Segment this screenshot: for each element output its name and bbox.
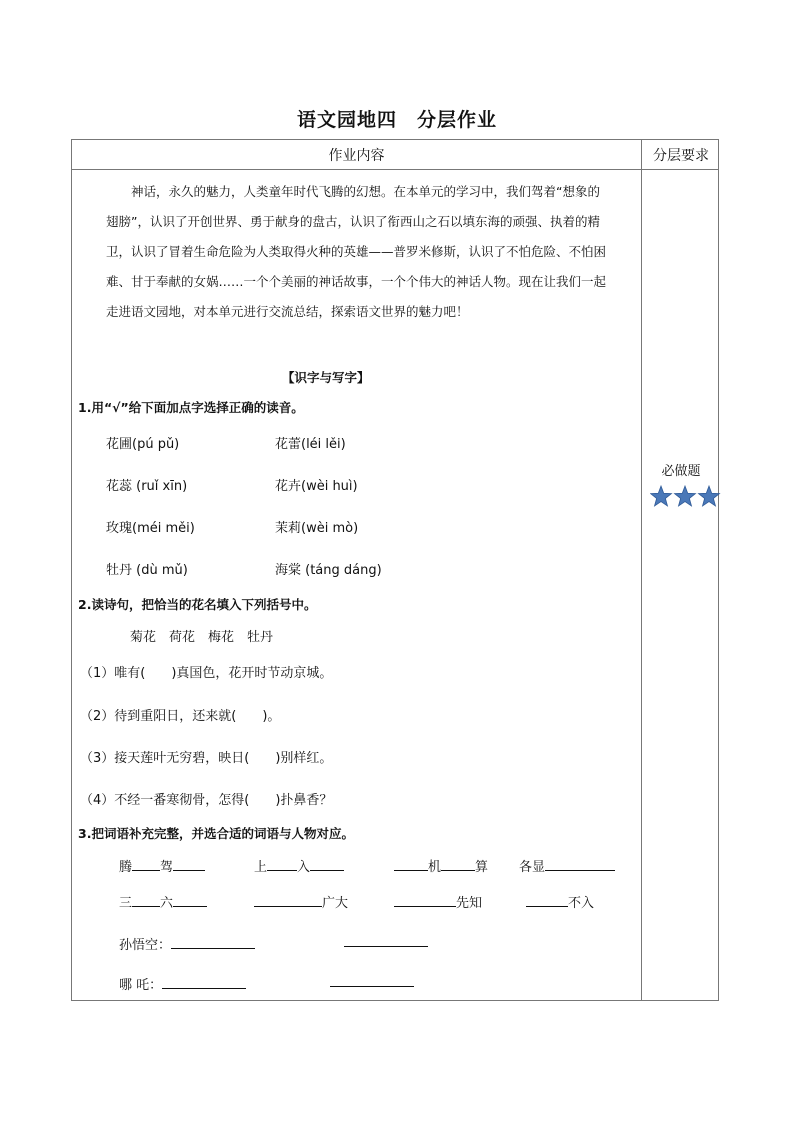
q3-answer-blank [344,934,428,951]
q2-options: 菊花 荷花 梅花 牡丹 [130,630,274,645]
q3-word-part: 先知 [394,892,482,911]
page-title: 语文园地四 分层作业 [296,109,497,131]
q1-item: 海棠 (táng dáng) [275,563,382,578]
intro-line: 难、甘于奉献的女娲……一个个美丽的神话故事，一个个伟大的神话人物。现在让我们一起 [106,274,607,289]
header-divider [72,169,718,170]
q3-person-line: 孙悟空： [119,934,255,953]
column-divider [641,140,642,1000]
star-icon [699,486,720,506]
q1-item: 茉莉(wèi mò) [275,521,359,536]
star-icon [675,486,696,506]
q3-answer-blank [330,974,414,991]
q2-line: （3）接天莲叶无穷碧，映日( )别样红。 [80,751,333,766]
requirement-label: 必做题 [661,464,701,479]
q2-line: （4）不经一番寒彻骨，怎得( )扑鼻香？ [80,793,333,808]
q2-line: （2）待到重阳日，还来就( )。 [80,709,281,724]
header-content: 作业内容 [328,148,385,164]
intro-paragraph [106,177,636,327]
q3-word-part: 广大 [254,892,348,911]
q3-word-part: 三 六 [119,892,207,911]
q3-word-part: 各显 [519,856,615,875]
q1-item: 牡丹 (dù mǔ) [106,563,188,578]
q3-title: 3.把词语补充完整，并选合适的词语与人物对应。 [78,826,354,841]
intro-line: 神话，永久的魅力，人类童年时代飞腾的幻想。在本单元的学习中，我们驾着“想象的 [106,184,600,199]
q1-title: 1.用“√”给下面加点字选择正确的读音。 [78,400,304,415]
difficulty-stars [650,484,722,510]
header-requirement: 分层要求 [653,148,709,164]
q3-word-part: 腾 驾 [119,856,205,875]
star-icon [651,486,672,506]
q3-word-part: 上 入 [254,856,344,875]
q3-word-part: 机 算 [394,856,488,875]
intro-line: 翅膀”，认识了开创世界、勇于献身的盘古，认识了衔西山之石以填东海的顽强、执着的精 [106,214,600,229]
q1-item: 花蕾(léi lěi) [275,437,346,452]
q3-person-line: 哪 吒： [119,974,246,993]
section-heading: 【识字与写字】 [282,370,370,385]
q3-word-part: 不入 [526,892,594,911]
q1-item: 玫瑰(méi měi) [106,521,195,536]
q1-item: 花卉(wèi huì) [275,479,358,494]
intro-line: 卫，认识了冒着生命危险为人类取得火种的英雄——普罗米修斯，认识了不怕危险、不怕困 [106,244,607,259]
q1-item: 花蕊 (ruǐ xīn) [106,479,188,494]
q2-line: （1）唯有( )真国色，花开时节动京城。 [80,666,333,681]
intro-line: 走进语文园地，对本单元进行交流总结，探索语文世界的魅力吧！ [106,304,469,319]
q2-title: 2.读诗句，把恰当的花名填入下列括号中。 [78,597,317,612]
homework-table [71,139,719,1001]
q1-item: 花圃(pú pǔ) [106,437,180,452]
